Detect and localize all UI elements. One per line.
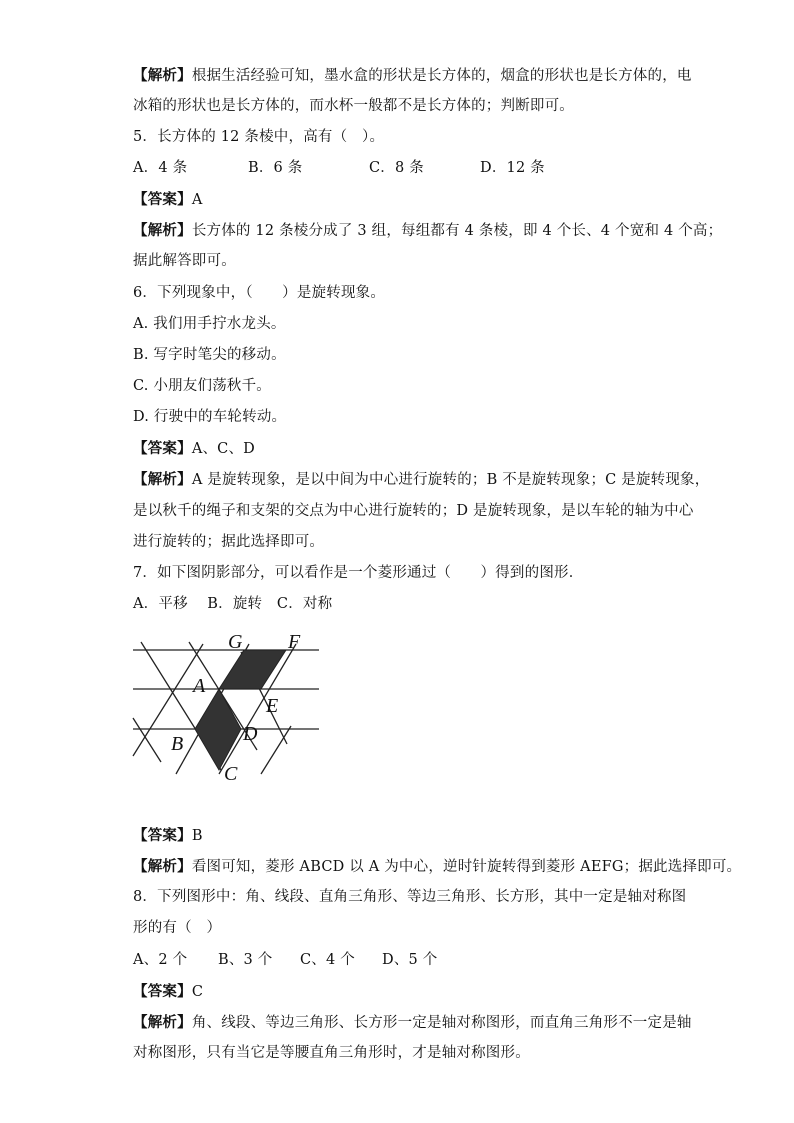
q5-option-d: D．12 条 [480, 160, 545, 176]
analysis-7 [133, 851, 742, 883]
section-tag: 【答案】 [133, 983, 192, 1000]
text-line [133, 60, 692, 92]
q8-option-b: B、3 个 [218, 952, 273, 968]
answer-value: B [191, 828, 203, 844]
section-tag: 【解析】 [133, 471, 192, 488]
section-tag: 【解析】 [133, 67, 192, 84]
section-tag: 【解析】 [133, 222, 192, 239]
text-line: 据此解答即可。 [133, 253, 236, 269]
q5-option-b: B．6 条 [248, 160, 303, 176]
q6-option-a: A. 我们用手拧水龙头。 [133, 316, 286, 332]
text-line: 形的有（ ） [133, 920, 222, 936]
q6-option-c: C. 小朋友们荡秋千。 [133, 378, 271, 394]
label-c: C [224, 763, 238, 785]
q8-option-c: C、4 个 [300, 952, 355, 968]
line-text: 看图可知，菱形 ABCD 以 A 为中心，逆时针旋转得到菱形 AEFG；据此选择即可。 [191, 859, 742, 875]
answer-8 [133, 976, 673, 1008]
section-tag: 【解析】 [133, 1014, 192, 1031]
text-line: 冰箱的形状也是长方体的，而水杯一般都不是长方体的；判断即可。 [133, 98, 574, 114]
text-line: 对称图形，只有当它是等腰直角三角形时，才是轴对称图形。 [133, 1045, 530, 1061]
answer-7 [133, 820, 673, 852]
rhombus-grid-figure [131, 626, 331, 796]
q8-option-d: D、5 个 [382, 952, 438, 968]
section-tag: 【解析】 [133, 858, 192, 875]
line-text: A 是旋转现象，是以中间为中心进行旋转的；B 不是旋转现象；C 是旋转现象， [191, 472, 710, 488]
question-6: 6．下列现象中，（ ）是旋转现象。 [133, 285, 386, 301]
label-e: E [266, 695, 279, 717]
q5-option-c: C．8 条 [369, 160, 424, 176]
text-line: 是以秋千的绳子和支架的交点为中心进行旋转的；D 是旋转现象，是以车轮的轴为中心 [133, 503, 694, 519]
label-b: B [171, 733, 184, 755]
shaded-rhombus-aefg [219, 650, 286, 689]
answer-value: A [191, 192, 203, 208]
answer-value: C [191, 984, 204, 1000]
answer-value: A、C、D [191, 441, 256, 457]
question-7: 7．如下图阴影部分，可以看作是一个菱形通过（ ）得到的图形． [133, 565, 584, 581]
q8-option-a: A、2 个 [133, 952, 188, 968]
question-5: 5．长方体的 12 条棱中，高有（ ）。 [133, 129, 385, 145]
q6-option-d: D. 行驶中的车轮转动。 [133, 409, 287, 425]
label-g: G [228, 631, 243, 653]
analysis-5 [133, 215, 723, 247]
label-d: D [243, 723, 258, 745]
answer-6 [133, 433, 673, 465]
line-text: 角、线段、等边三角形、长方形一定是轴对称图形，而直角三角形不一定是轴 [191, 1015, 692, 1031]
section-tag: 【答案】 [133, 440, 192, 457]
analysis-6 [133, 464, 710, 496]
line-text: 根据生活经验可知，墨水盒的形状是长方体的，烟盒的形状也是长方体的，电 [191, 68, 692, 84]
q5-option-a: A．4 条 [133, 160, 188, 176]
label-a: A [193, 675, 206, 697]
analysis-8 [133, 1007, 692, 1039]
q6-option-b: B. 写字时笔尖的移动。 [133, 347, 286, 363]
section-tag: 【答案】 [133, 191, 192, 208]
q7-options: A．平移 B．旋转 C．对称 [133, 596, 333, 612]
label-f: F [288, 631, 301, 653]
shaded-rhombus-abcd [195, 689, 241, 770]
text-line: 进行旋转的；据此选择即可。 [133, 534, 325, 550]
answer-5 [133, 184, 673, 216]
question-8: 8．下列图形中：角、线段、直角三角形、等边三角形、长方形，其中一定是轴对称图 [133, 889, 687, 905]
line-text: 长方体的 12 条棱分成了 3 组，每组都有 4 条棱，即 4 个长、4 个宽和 4 个高； [191, 223, 723, 239]
section-tag: 【答案】 [133, 827, 192, 844]
